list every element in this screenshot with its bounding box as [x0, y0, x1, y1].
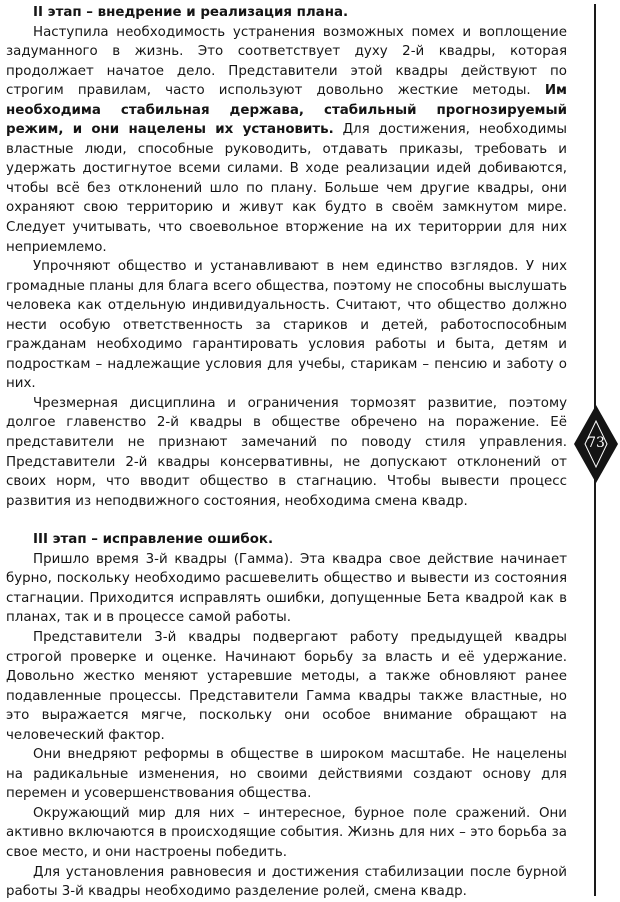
paragraph-text: Наступила необходимость устранения возможных помех и воплощение задуманного в жизнь. Это соответствует духу 2-й квадры, которая продолжает начатое дело. Представители этой квадры действуют по строгим правилам, часто используют довольно жесткие методы. — [6, 24, 567, 99]
paragraph-text: Для достижения, необходимы властные люди, способные руководить, отдавать приказы, требовать и удержать достигнутое всеми силами. В ходе реализации идей добиваются, чтобы всё без отклонений шло по плану. Больше чем другие квадры, они охраняют свою территорию и живут как будто в своём замкнутом мире. Следует учитывать, что своевольное вторжение на их територрии для них неприемлемо. — [6, 122, 567, 255]
page-text-column — [6, 3, 567, 902]
paragraph: Для установления равновесия и достижения стабилизации после бурной работы 3-й квадры необходимо разделение ролей, смена квадр. — [6, 864, 567, 900]
paragraph: Пришло время 3-й квадры (Гамма). Эта квадра свое действие начинает бурно, поскольку необходимо расшевелить общество и вывести из состояния стагнации. Приходится исправлять ошибки, допущенные Бета квадрой как в планах, так и в процессе самой работы. — [6, 551, 567, 626]
paragraph: Представители 3-й квадры подвергают работу предыдущей квадры строгой проверке и оценке. Начинают борьбу за власть и её удержание. Довольно жестко меняют устаревшие методы, а также обновляют ранее подавленные процессы. Представители Гамма квадры также властные, но это выражается мягче, поскольку они особое внимание обращают на человеческий фактор. — [6, 629, 567, 743]
page-number: 73 — [587, 435, 605, 451]
section-heading-stage-3: III этап – исправление ошибок. — [33, 532, 274, 548]
paragraph: Окружающий мир для них – интересное, бурное поле сражений. Они активно включаются в происходящие события. Жизнь для них – это борьба за свое место, и они настроены победить. — [6, 805, 567, 860]
paragraph: Чрезмерная дисциплина и ограничения тормозят развитие, поэтому долгое главенство 2-й квадры в обществе обречено на поражение. Её представители не признают замечаний по поводу стиля управления. Представители 2-й квадры консервативны, не допускают отклонений от своих норм, что вводит общество в стагнацию. Чтобы вывести процесс развития из неподвижного состояния, необходима смена квадр. — [6, 395, 567, 509]
section-spacer — [6, 511, 567, 530]
section-heading-stage-2: II этап – внедрение и реализация плана. — [33, 5, 349, 20]
paragraph — [6, 23, 567, 258]
emphasized-text: Им необходима стабильная держава, стабильный прогнозируемый режим, и они нацелены их установить. — [6, 83, 567, 138]
paragraph: Упрочняют общество и устанавливают в нем единство взглядов. У них громадные планы для блага всего общества, поэтому не способны выслушать человека как отдельную индивидуальность. Считают, что общество должно нести особую ответственность за стариков и детей, работоспособным гражданам необходимо гарантировать условия работы и быта, детям и подросткам – надлежащие условия для учебы, старикам – пенсию и заботу о них. — [6, 259, 567, 392]
paragraph: Они внедряют реформы в обществе в широком масштабе. Не нацелены на радикальные изменения, но своими действиями создают основу для перемен и усовершенствования общества. — [6, 747, 567, 802]
